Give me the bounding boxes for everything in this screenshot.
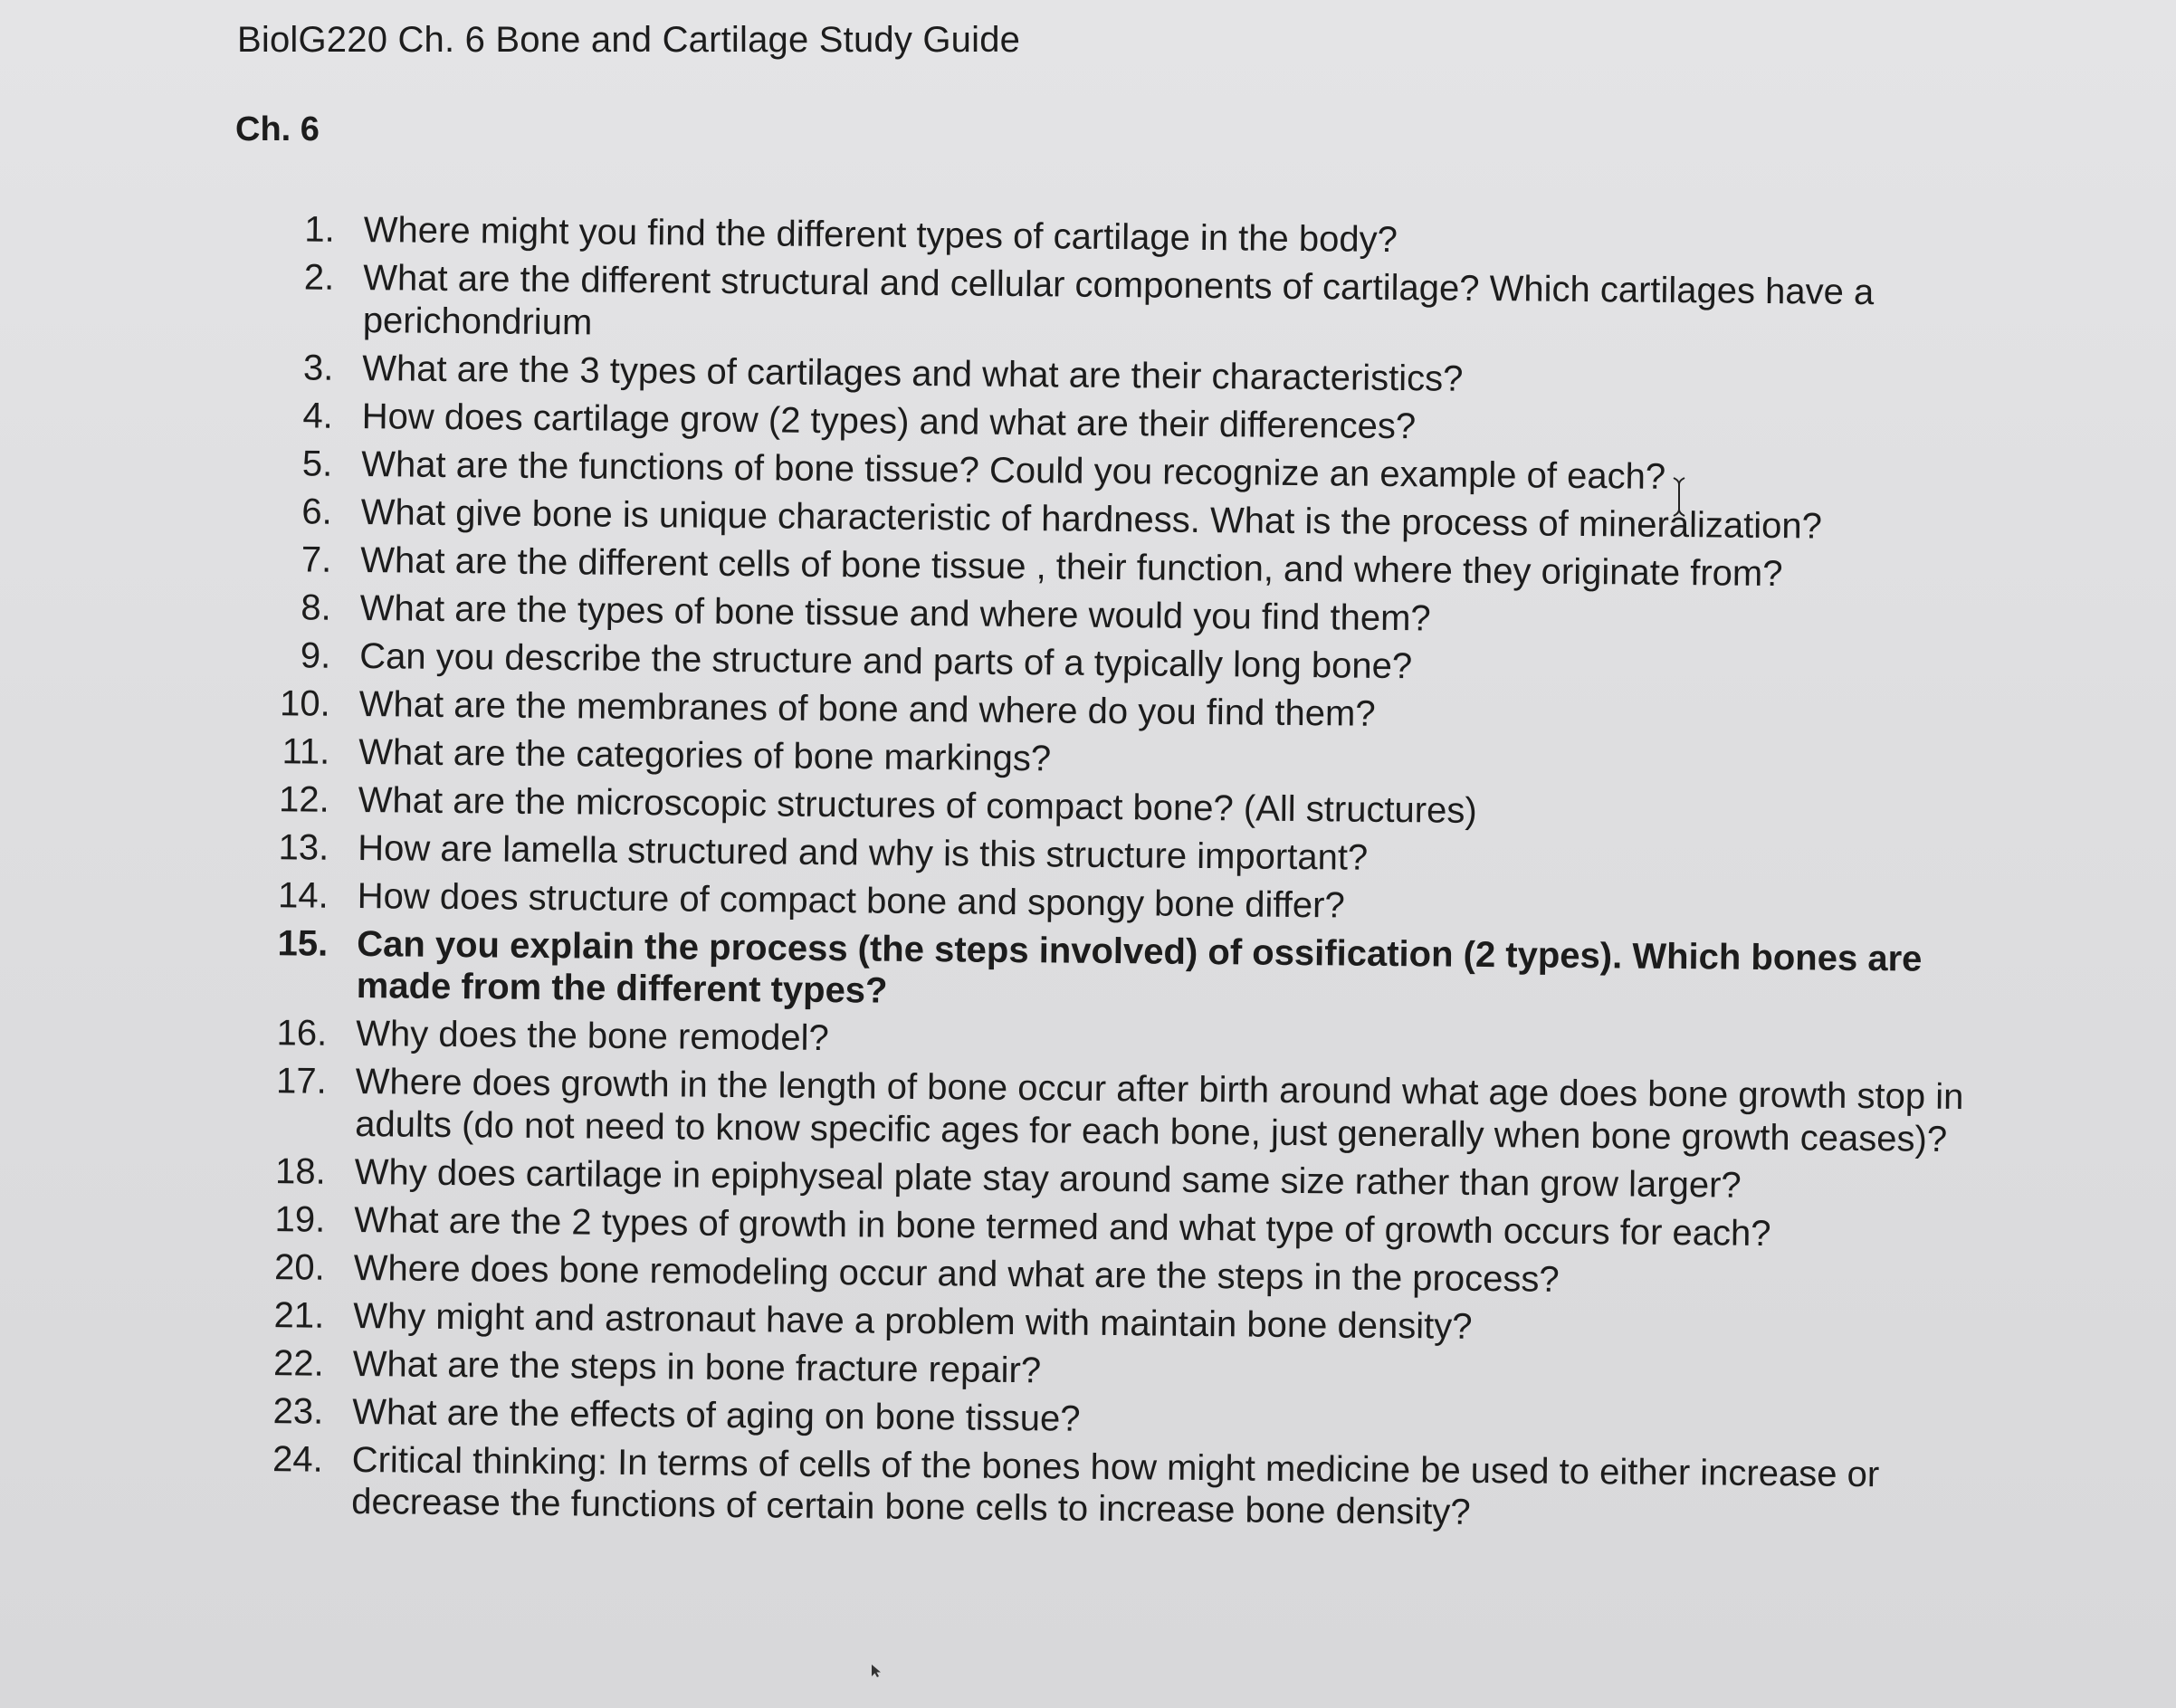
question-text: What are the functions of bone tissue? Could you recognize an example of each? <box>361 444 1666 497</box>
question-number: 20. <box>273 1246 325 1288</box>
question-text: What are the microscopic structures of compact bone? (All structures) <box>358 779 1477 831</box>
question-text: Why does cartilage in epiphyseal plate stay around same size rather than grow larger? <box>354 1151 1742 1206</box>
question-text: What are the 3 types of cartilages and what are their characteristics? <box>362 348 1464 399</box>
question-number: 14. <box>277 874 329 916</box>
question-number: 13. <box>278 826 329 868</box>
question-number: 3. <box>302 347 334 388</box>
question-number: 4. <box>302 395 334 436</box>
question-text: Can you explain the process (the steps involved) of ossification (2 types). Which bones are made from the different types? <box>356 923 1923 1011</box>
question-number: 19. <box>274 1198 326 1240</box>
question-text: Critical thinking: In terms of cells of the bones how might medicine be used to either increase or decrease the functions of certain bone cells to increase bone density? <box>351 1439 1880 1532</box>
section-heading: Ch. 6 <box>235 110 320 148</box>
question-text: What are the different cells of bone tissue , their function, and where they originate from? <box>360 539 1783 594</box>
question-number: 17. <box>275 1061 327 1102</box>
question-number: 16. <box>276 1013 328 1054</box>
question-number: 7. <box>301 539 332 580</box>
question-number: 24. <box>272 1438 323 1480</box>
question-text: What give bone is unique characteristic of hardness. What is the process of mineralization? <box>360 491 1823 547</box>
question-number: 15. <box>277 922 329 964</box>
question-text: What are the 2 types of growth in bone termed and what type of growth occurs for each? <box>354 1199 1771 1254</box>
question-number: 11. <box>282 730 330 772</box>
text-cursor-icon <box>1673 476 1685 518</box>
question-text: What are the different structural and cellular components of cartilage? Which cartilages have a perichondrium <box>362 258 1875 343</box>
question-number: 1. <box>304 209 335 250</box>
question-item <box>253 1060 1965 1160</box>
question-number: 23. <box>272 1390 324 1432</box>
question-text: What are the categories of bone markings? <box>358 731 1052 778</box>
question-number: 12. <box>278 778 329 820</box>
question-text: How does cartilage grow (2 types) and what are their differences? <box>361 396 1417 446</box>
question-text: What are the types of bone tissue and where would you find them? <box>359 587 1431 638</box>
question-number: 21. <box>273 1294 325 1336</box>
question-number: 18. <box>274 1150 326 1192</box>
question-text: Can you describe the structure and parts of a typically long bone? <box>359 635 1413 686</box>
question-number: 10. <box>279 682 330 724</box>
question-number: 2. <box>303 257 335 298</box>
question-text: Where does bone remodeling occur and what are the steps in the process? <box>353 1247 1560 1300</box>
question-item <box>255 921 1967 1022</box>
question-number: 9. <box>300 635 331 676</box>
question-item <box>262 256 1973 357</box>
question-text: What are the membranes of bone and where do you find them? <box>358 683 1376 734</box>
pointer-icon <box>871 1664 882 1678</box>
question-text: Why does the bone remodel? <box>356 1014 829 1059</box>
question-text: How are lamella structured and why is this structure important? <box>358 827 1369 878</box>
question-text: Where might you find the different types of cartilage in the body? <box>363 210 1398 261</box>
question-number: 22. <box>272 1342 324 1384</box>
question-number: 6. <box>301 491 332 532</box>
question-text: Why might and astronaut have a problem with maintain bone density? <box>353 1295 1473 1347</box>
question-text: What are the effects of aging on bone tissue? <box>352 1391 1081 1439</box>
question-text: What are the steps in bone fracture repair? <box>352 1343 1042 1390</box>
question-number: 5. <box>301 443 333 484</box>
question-number: 8. <box>301 587 331 628</box>
question-item <box>250 1437 1961 1538</box>
question-text: How does structure of compact bone and spongy bone differ? <box>357 875 1345 926</box>
question-text: Where does growth in the length of bone occur after birth around what age does bone growth stop in adults (do not need to know specific ages for each bone, just generally when bone growth ceases)? <box>355 1062 1964 1159</box>
document-title: BiolG220 Ch. 6 Bone and Cartilage Study Guide <box>237 20 1021 60</box>
question-list <box>250 208 1973 1544</box>
